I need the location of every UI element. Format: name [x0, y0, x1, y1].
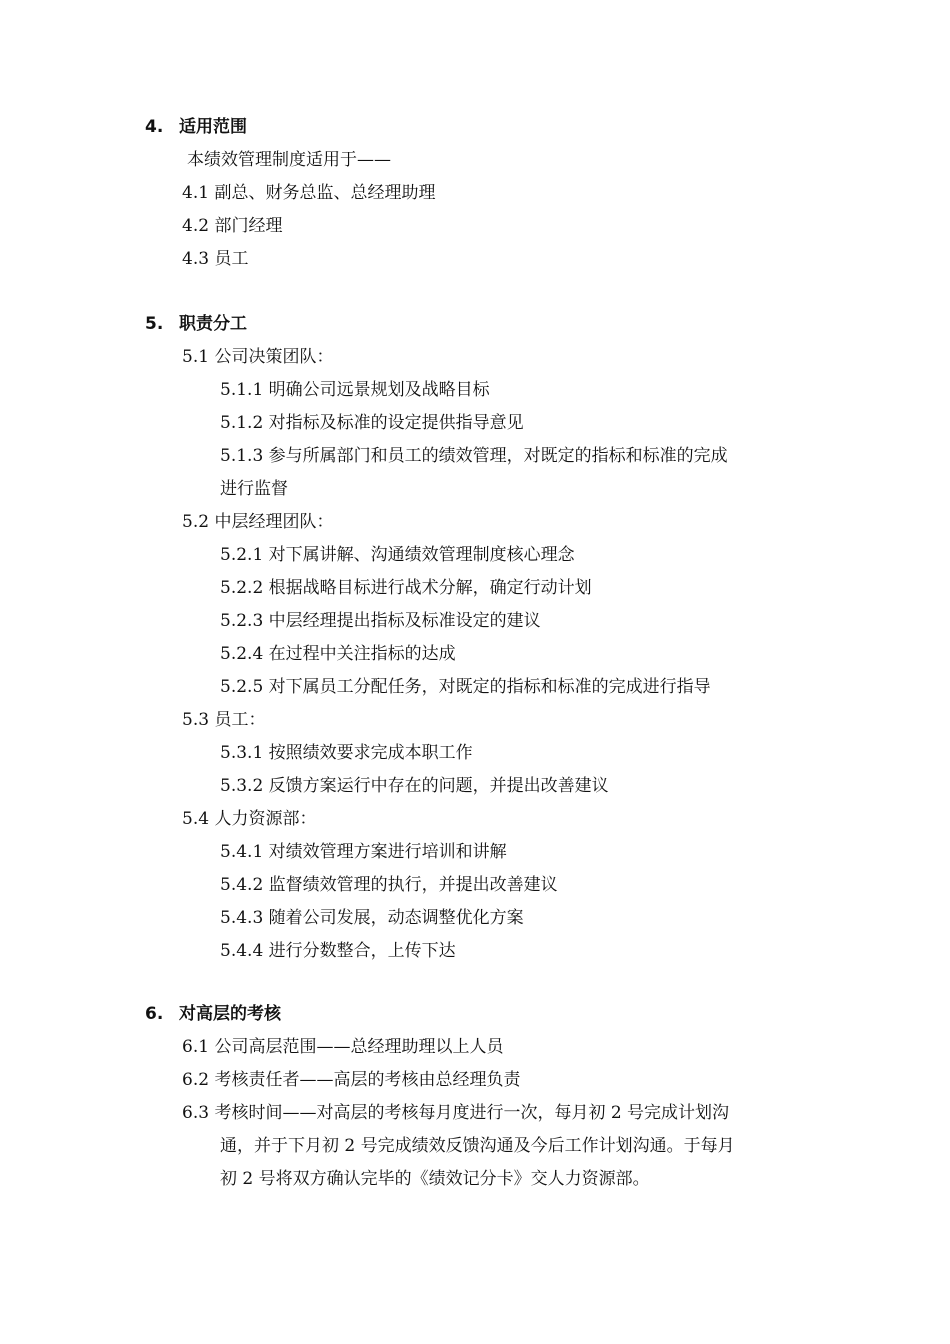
subsection-label: 5.2 中层经理团队： [182, 512, 334, 532]
section-heading-6 [145, 1003, 281, 1025]
list-item: 5.3.1 按照绩效要求完成本职工作 [220, 743, 473, 763]
list-item: 5.3.2 反馈方案运行中存在的问题，并提出改善建议 [220, 776, 609, 796]
section-title: 对高层的考核 [179, 1004, 281, 1024]
list-item: 5.4.2 监督绩效管理的执行，并提出改善建议 [220, 875, 558, 895]
list-item: 5.2.2 根据战略目标进行战术分解，确定行动计划 [220, 578, 592, 598]
section-heading-5 [145, 313, 247, 335]
section-number: 4. [145, 117, 164, 137]
subsection-label: 5.1 公司决策团队： [182, 347, 334, 367]
list-item: 6.2 考核责任者——高层的考核由总经理负责 [182, 1070, 521, 1090]
section-intro: 本绩效管理制度适用于—— [187, 150, 391, 170]
list-item: 5.2.5 对下属员工分配任务，对既定的指标和标准的完成进行指导 [220, 677, 711, 697]
section-title: 适用范围 [179, 117, 247, 137]
section-number: 6. [145, 1004, 164, 1024]
subsection-label: 5.4 人力资源部： [182, 809, 317, 829]
list-item-continuation: 进行监督 [220, 479, 288, 499]
list-item-continuation: 通，并于下月初 2 号完成绩效反馈沟通及今后工作计划沟通。于每月 [220, 1136, 735, 1156]
section-title: 职责分工 [179, 314, 247, 334]
list-item: 6.1 公司高层范围——总经理助理以上人员 [182, 1037, 504, 1057]
list-item: 4.1 副总、财务总监、总经理助理 [182, 183, 436, 203]
list-item: 5.2.4 在过程中关注指标的达成 [220, 644, 456, 664]
list-item: 5.4.3 随着公司发展，动态调整优化方案 [220, 908, 524, 928]
list-item: 5.1.3 参与所属部门和员工的绩效管理，对既定的指标和标准的完成 [220, 446, 728, 466]
list-item: 5.1.1 明确公司远景规划及战略目标 [220, 380, 490, 400]
list-item: 5.4.4 进行分数整合，上传下达 [220, 941, 456, 961]
list-item: 5.1.2 对指标及标准的设定提供指导意见 [220, 413, 524, 433]
list-item-continuation: 初 2 号将双方确认完毕的《绩效记分卡》交人力资源部。 [220, 1169, 650, 1189]
list-item: 6.3 考核时间——对高层的考核每月度进行一次，每月初 2 号完成计划沟 [182, 1103, 730, 1123]
list-item: 5.2.1 对下属讲解、沟通绩效管理制度核心理念 [220, 545, 575, 565]
section-number: 5. [145, 314, 164, 334]
subsection-label: 5.3 员工： [182, 710, 266, 730]
list-item: 5.4.1 对绩效管理方案进行培训和讲解 [220, 842, 507, 862]
list-item: 4.2 部门经理 [182, 216, 283, 236]
list-item: 4.3 员工 [182, 249, 249, 269]
list-item: 5.2.3 中层经理提出指标及标准设定的建议 [220, 611, 541, 631]
section-heading-4 [145, 116, 247, 138]
